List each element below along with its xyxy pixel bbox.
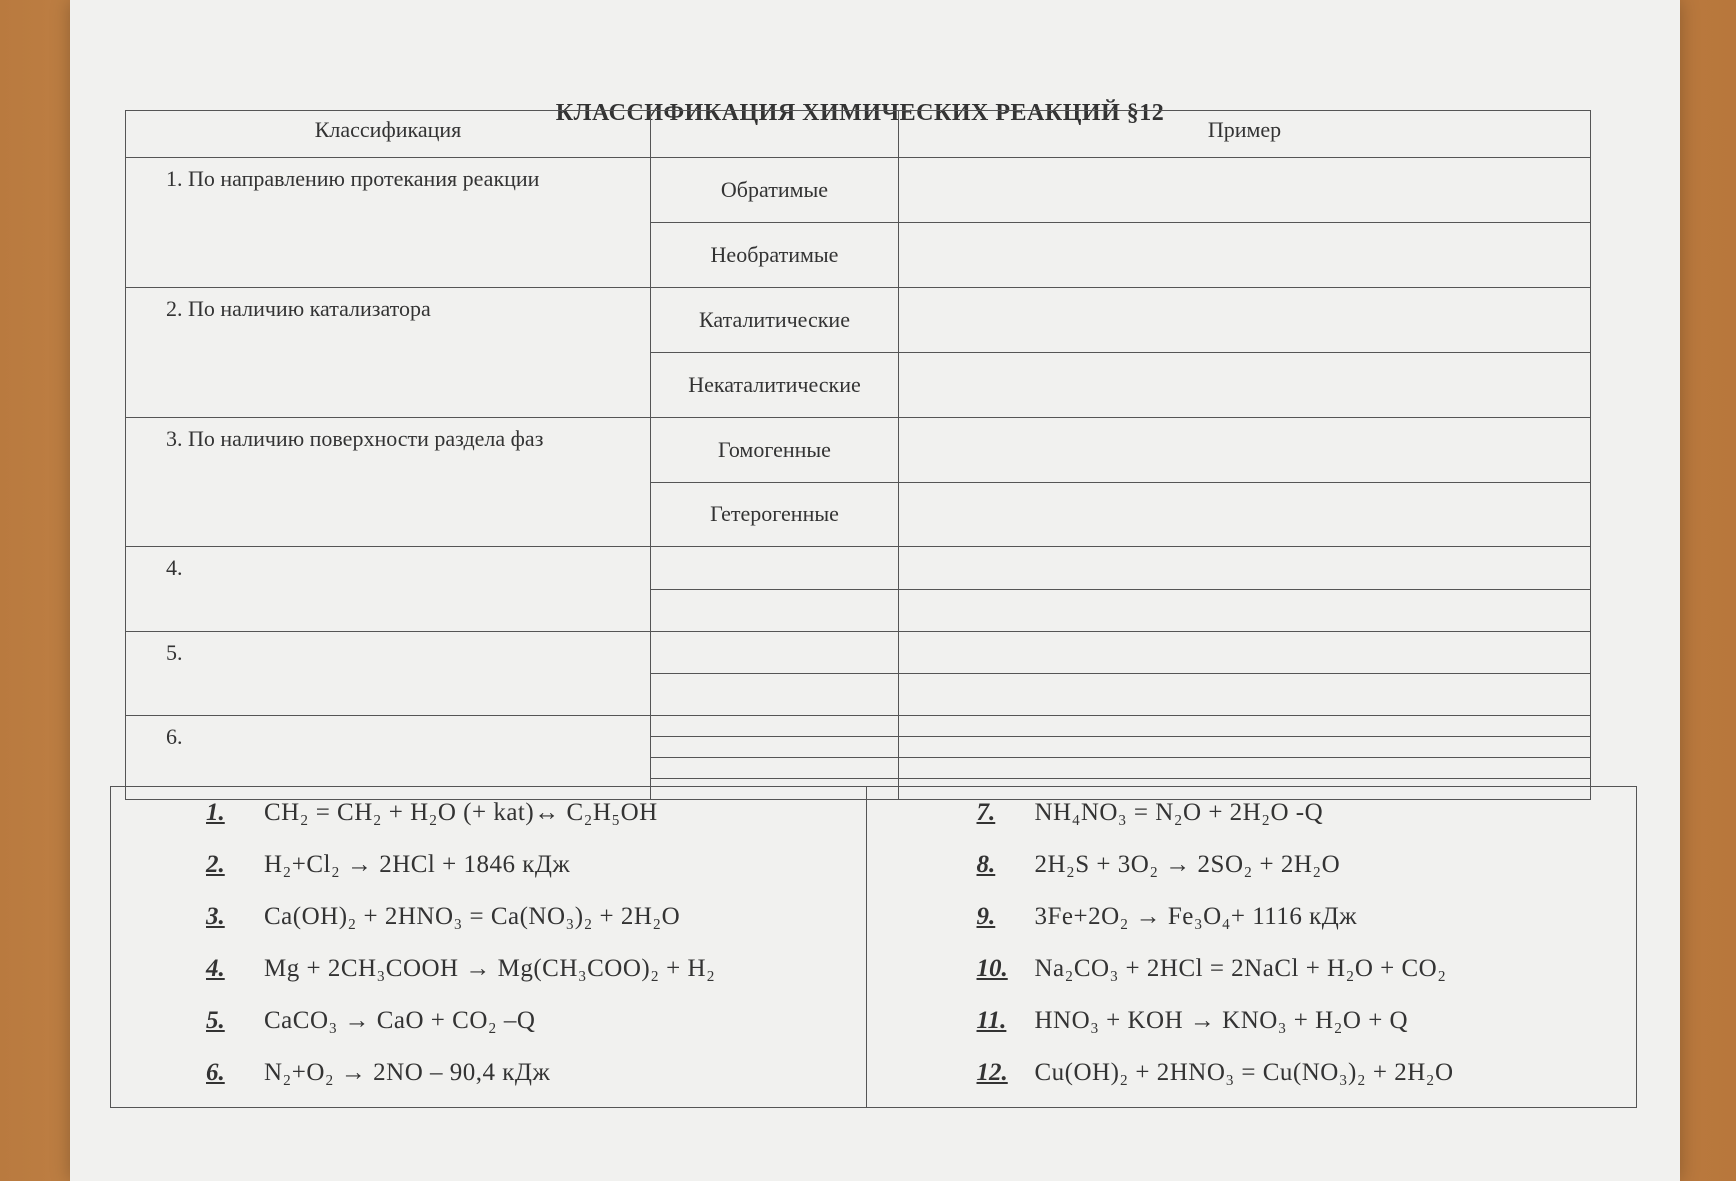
equation-formula: H₂+Cl₂ → 2HCl + 1846 кДж (264, 851, 571, 878)
example-cell[interactable] (899, 589, 1591, 631)
equation-formula: NH₄NO₃ = N₂O + 2H₂O -Q (1034, 799, 1324, 826)
category-label: 5. (126, 631, 651, 715)
equation-item (977, 851, 1637, 903)
example-cell[interactable] (899, 482, 1591, 547)
equation-number: 10. (976, 955, 1008, 982)
equation-item (206, 955, 866, 1007)
equations-left-column (111, 787, 867, 1107)
example-cell[interactable] (899, 631, 1591, 673)
category-label: 3. По наличию поверхности раздела фаз (126, 417, 651, 547)
equation-item (977, 799, 1637, 851)
equation-number: 7. (976, 799, 996, 826)
type-cell: Необратимые (651, 222, 899, 287)
equation-formula: Ca(OH)₂ + 2HNO₃ = Ca(NO₃)₂ + 2H₂O (264, 903, 681, 930)
equations-box (110, 786, 1637, 1108)
equation-formula: CH₂ = CH₂ + H₂O (+ kat)↔ C₂H₅OH (264, 799, 658, 826)
equation-item (977, 903, 1637, 955)
equation-formula: Na₂CO₃ + 2HCl = 2NaCl + H₂O + CO₂ (1034, 955, 1447, 982)
category-label: 6. (126, 715, 651, 799)
equation-item (977, 1059, 1637, 1111)
equation-formula: 2H₂S + 3O₂ → 2SO₂ + 2H₂O (1034, 851, 1341, 878)
table-row (126, 631, 1591, 673)
equation-formula: CaCO₃ → CaO + CO₂ –Q (264, 1007, 536, 1034)
equation-formula: N₂+O₂ → 2NO – 90,4 кДж (264, 1059, 551, 1086)
table-row (126, 417, 1591, 482)
equation-item (206, 1059, 866, 1111)
type-cell: Некаталитические (651, 352, 899, 417)
type-cell: Гомогенные (651, 417, 899, 482)
equation-item (206, 851, 866, 903)
example-cell[interactable] (899, 715, 1591, 736)
example-cell[interactable] (899, 673, 1591, 715)
equation-number: 12. (976, 1059, 1008, 1086)
equation-item (977, 955, 1637, 1007)
equation-formula: 3Fe+2O₂ → Fe₃O₄+ 1116 кДж (1034, 903, 1358, 930)
type-cell[interactable] (651, 736, 899, 757)
equation-number: 1. (206, 799, 225, 826)
example-cell[interactable] (899, 736, 1591, 757)
equations-right-column (867, 787, 1637, 1107)
example-cell[interactable] (899, 287, 1591, 352)
type-cell[interactable] (651, 547, 899, 589)
table-row (126, 547, 1591, 589)
equation-number: 9. (976, 903, 996, 930)
equation-number: 2. (206, 851, 225, 878)
type-cell[interactable] (651, 715, 899, 736)
example-cell[interactable] (899, 222, 1591, 287)
type-cell[interactable] (651, 631, 899, 673)
example-cell[interactable] (899, 757, 1591, 778)
example-cell[interactable] (899, 417, 1591, 482)
type-cell: Обратимые (651, 158, 899, 223)
header-type (651, 111, 899, 158)
page-title: КЛАССИФИКАЦИЯ ХИМИЧЕСКИХ РЕАКЦИЙ §12 (555, 100, 1165, 126)
type-cell: Гетерогенные (651, 482, 899, 547)
table-row (126, 287, 1591, 352)
example-cell[interactable] (899, 352, 1591, 417)
equation-number: 6. (206, 1059, 225, 1086)
equation-number: 3. (206, 903, 225, 930)
category-label: 1. По направлению протекания реакции (126, 158, 651, 288)
equation-item (977, 1007, 1637, 1059)
type-cell[interactable] (651, 589, 899, 631)
type-cell: Каталитические (651, 287, 899, 352)
type-cell[interactable] (651, 673, 899, 715)
equation-item (206, 799, 866, 851)
equation-number: 5. (206, 1007, 225, 1034)
equation-number: 11. (976, 1007, 1007, 1034)
equation-formula: Mg + 2CH₃COOH → Mg(CH₃COO)₂ + H₂ (264, 955, 716, 982)
table-row (126, 158, 1591, 223)
equation-number: 8. (976, 851, 996, 878)
example-cell[interactable] (899, 547, 1591, 589)
header-classification: Классификация (126, 111, 651, 158)
table-row (126, 715, 1591, 736)
example-cell[interactable] (899, 158, 1591, 223)
category-label: 4. (126, 547, 651, 631)
equation-formula: Cu(OH)₂ + 2HNO₃ = Cu(NO₃)₂ + 2H₂O (1034, 1059, 1454, 1086)
equation-item (206, 1007, 866, 1059)
header-example: Пример (899, 111, 1591, 158)
equation-item (206, 903, 866, 955)
equation-number: 4. (206, 955, 225, 982)
table-header-row (126, 111, 1591, 158)
equation-formula: HNO₃ + KOH → KNO₃ + H₂O + Q (1034, 1007, 1409, 1034)
type-cell[interactable] (651, 757, 899, 778)
classification-table (125, 110, 1591, 800)
category-label: 2. По наличию катализатора (126, 287, 651, 417)
